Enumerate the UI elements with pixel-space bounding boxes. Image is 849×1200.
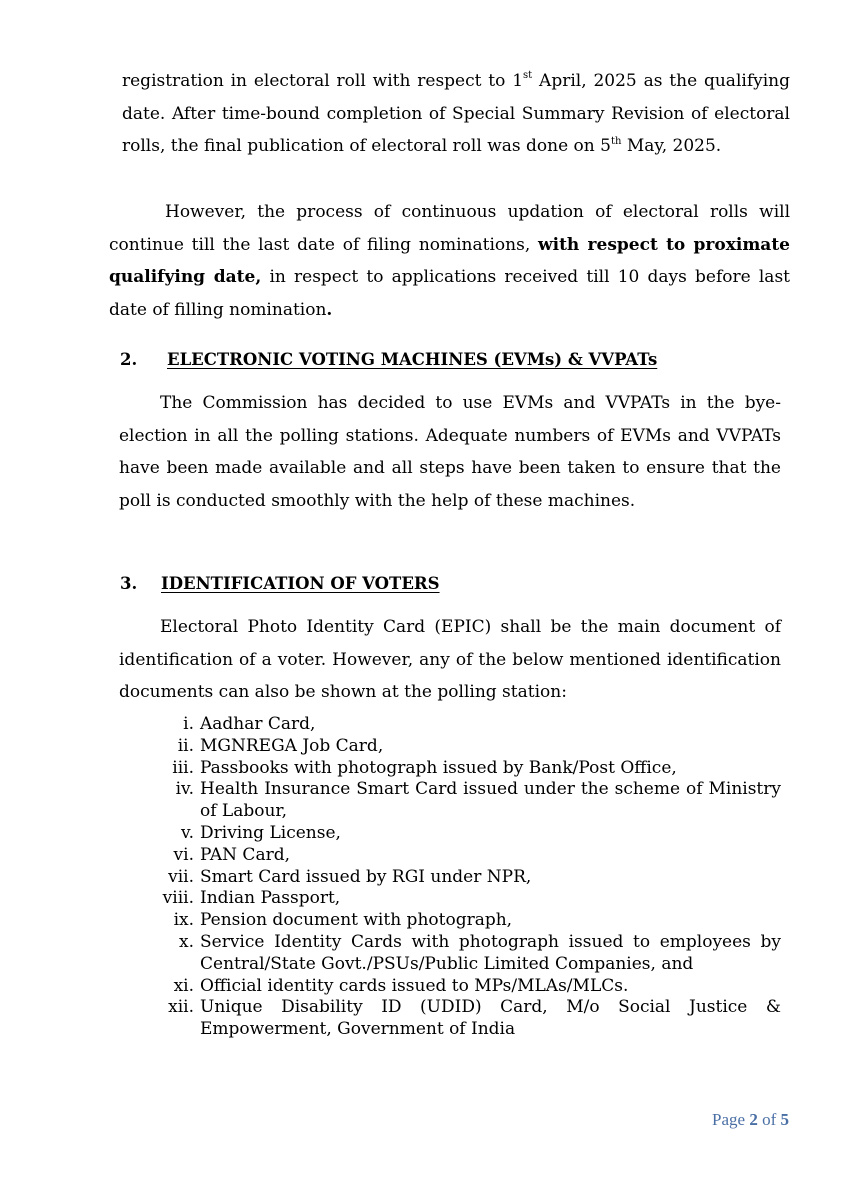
list-item <box>119 910 781 932</box>
list-item-number: vi. <box>173 844 194 865</box>
page-total: 5 <box>780 1110 789 1129</box>
list-item <box>119 714 781 736</box>
section-3-body: Electoral Photo Identity Card (EPIC) shall be the main document of identification of a voter. However, any of the below mentioned identification documents can also be shown at the polling station: <box>119 617 781 703</box>
list-item-number: i. <box>183 714 194 734</box>
section-3-number: 3. <box>120 574 138 593</box>
para1-sup-2: th <box>610 135 622 147</box>
list-item-text: Service Identity Cards with photograph issued to employees by Central/State Govt./PSUs/Public Limited Companies, and <box>200 931 781 974</box>
list-item-text: Indian Passport, <box>200 888 341 909</box>
list-item <box>119 736 781 758</box>
paragraph-qualifying-date <box>122 65 790 163</box>
section-2-title: ELECTRONIC VOTING MACHINES (EVMs) & VVPATs <box>167 350 658 369</box>
list-item-number: ix. <box>173 910 194 931</box>
list-item <box>119 823 781 845</box>
list-item-number: v. <box>181 822 194 843</box>
list-item <box>119 997 781 1041</box>
section-2-body: The Commission has decided to use EVMs and VVPATs in the bye-election in all the polling stations. Adequate numbers of EVMs and VVPATs have been made available and all steps have been taken to ensure that the poll is conducted smoothly with the help of these machines. <box>119 393 781 512</box>
list-item <box>119 779 781 823</box>
list-item-number: ii. <box>177 735 194 756</box>
section-3-heading <box>120 573 760 597</box>
list-item-number: x. <box>179 931 194 952</box>
identification-documents-list <box>119 714 781 1041</box>
list-item-number: viii. <box>162 888 194 909</box>
paragraph-continuous-updation <box>109 196 790 327</box>
list-item <box>119 758 781 780</box>
list-item-number: iv. <box>175 779 194 800</box>
list-item-text: MGNREGA Job Card, <box>200 735 384 756</box>
list-item-text: Aadhar Card, <box>200 714 316 734</box>
page-word: Page <box>712 1110 746 1129</box>
para2-text-1: However, the process of continuous updation of electoral rolls will continue till the last date of filing nominations, <box>109 202 790 255</box>
para2-text-2: in respect to applications received till 10 days before last date of filling nomination <box>109 267 790 321</box>
of-word: of <box>762 1110 777 1129</box>
list-item-text: Official identity cards issued to MPs/MLAs/MLCs. <box>200 975 629 996</box>
list-item-text: Smart Card issued by RGI under NPR, <box>200 866 532 887</box>
list-item-number: xi. <box>173 975 194 996</box>
list-item <box>119 932 781 976</box>
list-item <box>119 888 781 910</box>
para2-bold-period: . <box>326 300 333 321</box>
section-3-title: IDENTIFICATION OF VOTERS <box>161 574 440 593</box>
list-item-text: Driving License, <box>200 822 341 843</box>
list-item-text: Health Insurance Smart Card issued under the scheme of Ministry of Labour, <box>200 779 781 822</box>
list-item-text: Pension document with photograph, <box>200 910 513 931</box>
list-item <box>119 867 781 889</box>
list-item-number: iii. <box>172 757 194 778</box>
section-2-number: 2. <box>120 350 138 369</box>
page-current: 2 <box>749 1110 758 1129</box>
list-item-text: Passbooks with photograph issued by Bank/Post Office, <box>200 757 677 778</box>
list-item-text: Unique Disability ID (UDID) Card, M/o Social Justice & Empowerment, Government of India <box>200 997 781 1040</box>
para1-text-3: May, 2025. <box>621 136 722 157</box>
list-item <box>119 845 781 867</box>
para2-bold-text: with respect to proximate qualifying date, <box>109 234 790 288</box>
page-number <box>712 1110 789 1130</box>
list-item <box>119 976 781 998</box>
list-item-text: PAN Card, <box>200 844 290 865</box>
para1-sup-1: st <box>523 70 533 82</box>
list-item-number: vii. <box>168 866 194 887</box>
para1-text-1: registration in electoral roll with respect to 1 <box>122 71 524 91</box>
para1-text-2: April, 2025 as the qualifying date. After time-bound completion of Special Summary Revision of electoral rolls, the final publication of electoral roll was done on 5 <box>122 71 790 157</box>
section-2-heading <box>120 349 760 373</box>
list-item-number: xii. <box>168 997 194 1018</box>
